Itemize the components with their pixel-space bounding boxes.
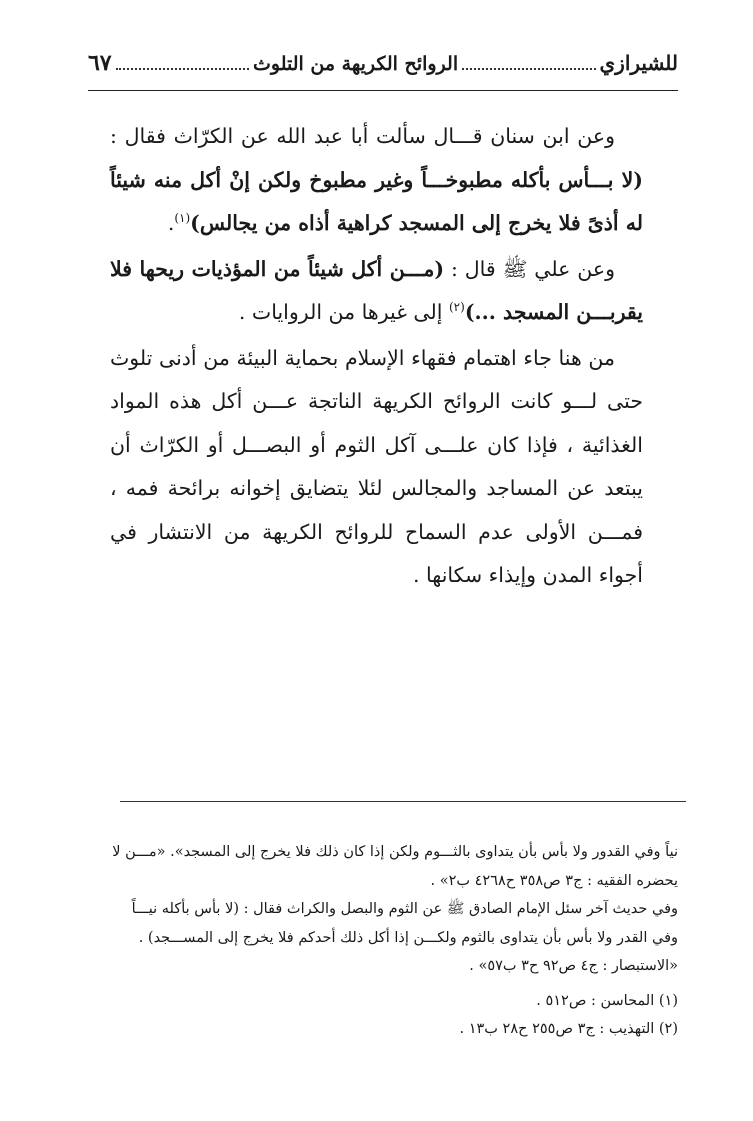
header-dot-leader: [462, 58, 595, 70]
p2-end: إلى غيرها من الروايات .: [238, 300, 449, 324]
footnote-continuation-line: وفي حديث آخر سئل الإمام الصادق ﷺ عن الثوم والبصل والكراث فقال : (لا بأس بأكله نيـــاً: [131, 901, 678, 917]
footnote-1: (١) المحاسن : ص٥١٢ .: [536, 992, 678, 1009]
footnote-continuation-line: يحضره الفقيه : ج٣ ص٣٥٨ ح٤٢٦٨ ب٢» .: [430, 872, 678, 889]
footnote-ref-1: (١): [174, 211, 191, 226]
p2-quote: (مـــن أكل شيئاً من المؤذيات ريحها فلا يقربـــن المسجد ...): [110, 256, 643, 324]
header-author: للشيرازي: [599, 51, 678, 75]
header-title: الروائح الكريهة من التلوث: [253, 53, 459, 75]
paragraph-2: [110, 248, 643, 335]
p1-end: .: [167, 211, 175, 235]
p1-quote: (لا بـــأس بأكله مطبوخـــاً وغير مطبوخ ولكن إنْ أكل منه شيئاً له أذىً فلا يخرج إلى المسجد كراهية أذاه من يجالس): [110, 167, 643, 235]
main-text: [110, 115, 643, 600]
footnote-continuation-line: وفي القدر ولا بأس بأن يتداوى بالثوم ولكـــن إذا أكل ذلك أحدكم فلا يخرج إلى المســـجد) .: [138, 929, 678, 946]
footnote-continuation-line: نياً وفي القدور ولا بأس بأن يتداوى بالثـــوم ولكن إذا كان ذلك فلا يخرج إلى المسجد». «مـــن لا: [112, 844, 678, 860]
footnotes: [80, 838, 678, 1044]
p1-intro: وعن ابن سنان قـــال سألت أبا عبد الله عن الكرّاث فقال :: [110, 124, 615, 148]
running-header: [88, 50, 678, 91]
page-number: ٦٧: [87, 50, 112, 76]
p2-intro: وعن علي ﷺ قال :: [444, 256, 615, 281]
paragraph-3: من هنا جاء اهتمام فقهاء الإسلام بحماية البيئة من أدنى تلوث حتى لـــو كانت الروائح الكريهة الناتجة عـــن أكل هذه المواد الغذائية ، فإذا كان علـــى آكل الثوم أو البصـــل أو الكرّاث أن يبتعد عن المساجد والمجالس لئلا يتضايق إخوانه برائحة فمه ، فمـــن الأولى عدم السماح للروائح الكريهة من الانتشار في أجواء المدن وإيذاء سكانها .: [110, 345, 643, 587]
footnote-separator: [120, 801, 686, 802]
footnote-continuation-line: «الاستبصار : ج٤ ص٩٢ ح٣ ب٥٧» .: [469, 958, 678, 974]
paragraph-1: [110, 115, 643, 246]
header-dot-leader-2: [116, 58, 249, 70]
footnote-2: (٢) التهذيب : ج٣ ص٢٥٥ ح٢٨ ب١٣ .: [459, 1021, 678, 1037]
footnote-ref-2: (٢): [448, 300, 465, 315]
